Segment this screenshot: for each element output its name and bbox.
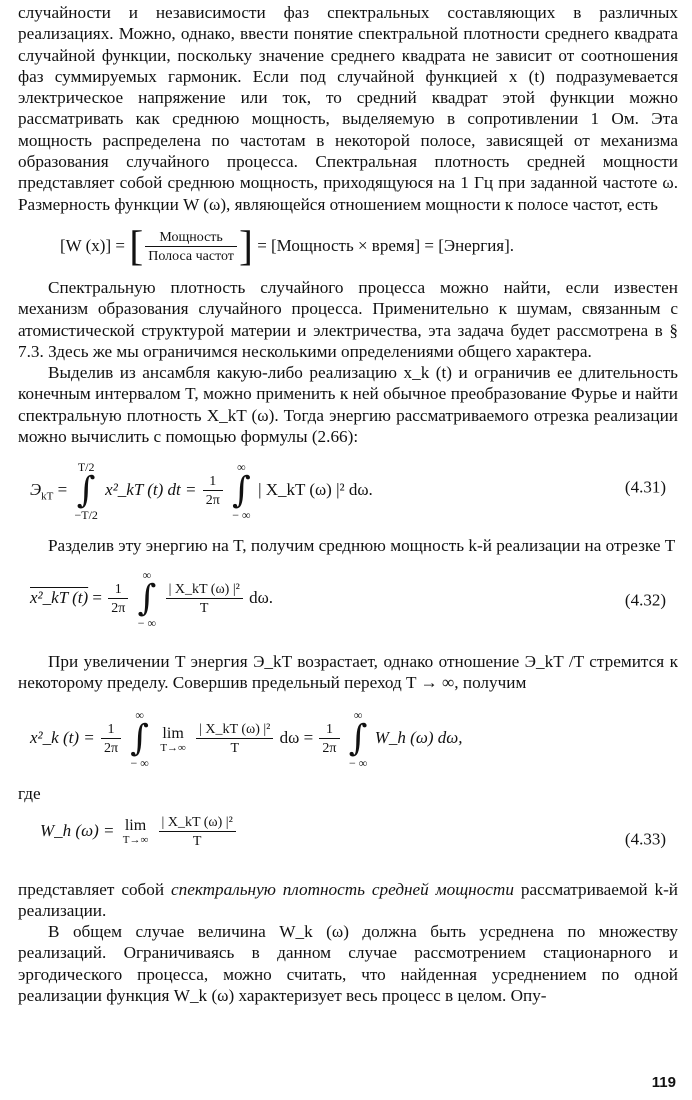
eq431-frac bbox=[203, 474, 223, 508]
p7-part-a: представляет собой bbox=[18, 879, 171, 899]
eqlim-frac3 bbox=[319, 722, 339, 756]
paragraph-1: случайности и независимости фаз спектральных составляющих в различных реализациях. Можно, однако, ввести понятие спектральной плотности среднего квадрата случайной функции, поскольку значение среднего квадрата не зависит от соотношения фаз суммируемых гармоник. Если под случайной функцией x (t) подразумевается электрическое напряжение или ток, то средний квадрат этой функции можно рассматривать как среднюю мощность, выделяемую в сопротивлении 1 Ом. Эта мощность распределена по частотам в некоторой полосе, зависящей от механизма образования случайного процесса. Спектральная плотность средней мощности представляет собой среднюю мощность, приходящуюся на 1 Гц при заданной частоте ω. Размерность функции W (ω), являющейся отношением мощности к полосе частот, есть bbox=[18, 3, 678, 214]
integral-5: ∞ ∫ − ∞ bbox=[348, 708, 368, 771]
eq432-twopi: 2π bbox=[108, 598, 128, 616]
eqlim-num: | X_kT (ω) |² bbox=[199, 722, 271, 738]
equation-dimension bbox=[18, 223, 678, 269]
eq-dim-rhs: = [Мощность × время] = [Энергия]. bbox=[257, 235, 515, 255]
paragraph-3: Выделив из ансамбля какую-либо реализацию x_k (t) и ограничив ее длительность конечным интервалом T, можно применить к ней обычное преобразование Фурье и найти спектральную плотность X_kT (ω). Тогда энергию рассматриваемого отрезка реализации можно вычислить с помощью формулы (2.66): bbox=[18, 363, 678, 447]
eq433-den: T bbox=[159, 831, 236, 849]
int1-lower: −T/2 bbox=[74, 508, 98, 523]
int4-lower: − ∞ bbox=[130, 756, 149, 771]
paragraph-6: где bbox=[18, 784, 41, 804]
eq433-frac bbox=[159, 815, 236, 849]
equation-4-31 bbox=[18, 453, 678, 521]
eq431-integrand: x²_kT (t) dt = bbox=[105, 480, 197, 500]
eqlim-limit bbox=[160, 725, 186, 754]
integral-4: ∞ ∫ − ∞ bbox=[130, 708, 150, 771]
int1-upper: T/2 bbox=[77, 460, 95, 475]
eq-number-4-31: (4.31) bbox=[624, 477, 666, 497]
integral-3: ∞ ∫ − ∞ bbox=[137, 567, 157, 630]
eqlim-lim-word: lim bbox=[162, 724, 184, 742]
eq431-equals: = bbox=[57, 480, 68, 500]
eq432-tail: dω. bbox=[249, 587, 274, 607]
int5-lower: − ∞ bbox=[348, 756, 368, 771]
eq433-lim-sub: T→∞ bbox=[122, 834, 149, 847]
integral-2: ∞ ∫ − ∞ bbox=[232, 460, 251, 523]
eqlim-twopi: 2π bbox=[101, 738, 121, 756]
paragraph-2: Спектральную плотность случайного процесса можно найти, если известен механизм образования случайного процесса. Применительно к шумам, связанным с атомистической структурой материи и электричества, эта задача будет рассмотрена в § 7.3. Здесь же мы ограничимся несколькими определениями общего характера. bbox=[18, 277, 678, 361]
int2-upper: ∞ bbox=[237, 460, 246, 475]
eq432-num: | X_kT (ω) |² bbox=[168, 581, 240, 597]
eq432-den: T bbox=[166, 598, 243, 616]
eqlim-lim-sub: T→∞ bbox=[160, 741, 186, 754]
eq433-lhs: W_h (ω) = bbox=[40, 820, 115, 840]
paragraph-4: Разделив эту энергию на T, получим среднюю мощность k-й реализации на отрезке T bbox=[48, 536, 676, 556]
eqlim-twopi-2: 2π bbox=[319, 738, 339, 756]
left-bracket: [ bbox=[129, 224, 144, 271]
eq431-twopi: 2π bbox=[203, 490, 223, 508]
eqlim-den: T bbox=[196, 738, 273, 756]
eqlim-mid: dω = bbox=[279, 728, 314, 748]
eq432-frac bbox=[108, 582, 128, 616]
eq433-lim-word: lim bbox=[124, 817, 147, 835]
int4-upper: ∞ bbox=[135, 708, 144, 723]
eq431-lhs: Э bbox=[30, 480, 42, 500]
eqlim-rhs: W_h (ω) dω, bbox=[374, 728, 463, 748]
eq432-one: 1 bbox=[114, 581, 122, 597]
eq433-num: | X_kT (ω) |² bbox=[161, 814, 233, 830]
equation-limit bbox=[18, 703, 678, 775]
eq433-limit bbox=[123, 817, 149, 846]
eq-dim-num: Мощность bbox=[159, 230, 223, 246]
eq-number-4-32: (4.32) bbox=[624, 590, 666, 610]
eq-dim-fraction bbox=[145, 230, 237, 264]
right-bracket: ] bbox=[238, 224, 253, 271]
paragraph-8: В общем случае величина W_k (ω) должна быть усреднена по множеству реализаций. Ограничиваясь в данном случае рассмотрением стационарного и эргодического процесса, можно считать, что найденная усреднением по одной реализации функция W_k (ω) характеризует весь процесс в целом. Опу- bbox=[18, 922, 678, 1006]
p7-part-b: рассматриваемой k-й реализации. bbox=[18, 879, 678, 920]
integral-1: T/2 ∫ −T/2 bbox=[74, 460, 98, 523]
paragraph-7 bbox=[18, 879, 678, 922]
int3-upper: ∞ bbox=[142, 567, 152, 582]
eq432-frac2 bbox=[166, 582, 243, 616]
int2-lower: − ∞ bbox=[232, 508, 251, 523]
eq431-rhs: | X_kT (ω) |² dω. bbox=[258, 480, 373, 500]
eq-number-4-33: (4.33) bbox=[624, 829, 666, 849]
int5-upper: ∞ bbox=[353, 708, 363, 723]
page-body bbox=[18, 0, 678, 1006]
equation-4-33 bbox=[18, 811, 678, 867]
eqlim-frac1 bbox=[101, 722, 121, 756]
p7-emphasis: спектральную плотность средней мощности bbox=[170, 879, 514, 899]
eq432-equals: = bbox=[92, 587, 102, 607]
eq432-lhs: x²_kT (t) bbox=[30, 587, 89, 607]
eqlim-one-2: 1 bbox=[325, 722, 333, 738]
eq431-lhs-sub: kT bbox=[41, 490, 54, 503]
eqlim-frac2 bbox=[196, 722, 273, 756]
eqlim-lhs: x²_k (t) = bbox=[30, 728, 95, 748]
paragraph-5: При увеличении T энергия Э_kT возрастает, однако отношение Э_kT /T стремится к некоторому пределу. Совершив предельный переход T → ∞, получим bbox=[18, 651, 678, 692]
equation-4-32 bbox=[18, 565, 678, 635]
page-number: 119 bbox=[651, 1074, 676, 1091]
eq-dim-den: Полоса частот bbox=[145, 246, 237, 264]
eq431-one: 1 bbox=[209, 474, 217, 490]
eqlim-one: 1 bbox=[107, 722, 115, 738]
eq-dim-lhs: [W (x)] = bbox=[60, 235, 125, 255]
int3-lower: − ∞ bbox=[137, 615, 157, 630]
